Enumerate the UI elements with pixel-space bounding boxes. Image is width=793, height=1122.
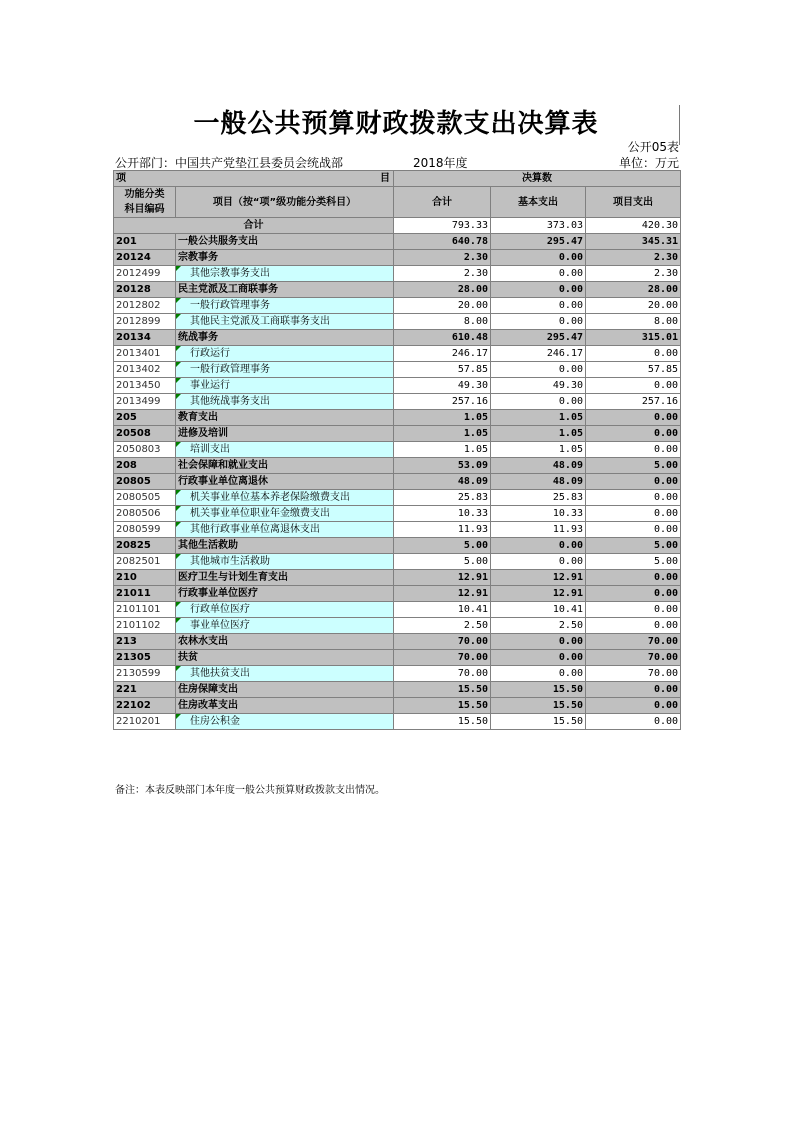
row-name: 农林水支出 [176, 634, 394, 650]
table-row [114, 714, 681, 730]
row-project: 70.00 [586, 666, 681, 682]
row-project: 70.00 [586, 650, 681, 666]
row-code: 22102 [114, 698, 176, 714]
row-total: 25.83 [394, 490, 491, 506]
row-total: 2.30 [394, 250, 491, 266]
row-name: 医疗卫生与计划生育支出 [176, 570, 394, 586]
row-code: 2012899 [114, 314, 176, 330]
row-project: 0.00 [586, 346, 681, 362]
row-basic: 0.00 [491, 634, 586, 650]
row-project: 345.31 [586, 234, 681, 250]
row-name: 行政运行 [176, 346, 394, 362]
row-basic: 15.50 [491, 698, 586, 714]
table-row [114, 394, 681, 410]
total-amount: 793.33 [394, 218, 491, 234]
header-project-col: 项目支出 [586, 187, 681, 218]
table-row [114, 602, 681, 618]
row-name: 其他民主党派及工商联事务支出 [176, 314, 394, 330]
row-name: 其他城市生活救助 [176, 554, 394, 570]
row-project: 0.00 [586, 586, 681, 602]
row-basic: 0.00 [491, 266, 586, 282]
row-basic: 0.00 [491, 554, 586, 570]
row-total: 15.50 [394, 682, 491, 698]
row-code: 208 [114, 458, 176, 474]
row-code: 2080599 [114, 522, 176, 538]
row-basic: 0.00 [491, 314, 586, 330]
row-total: 1.05 [394, 442, 491, 458]
row-total: 5.00 [394, 538, 491, 554]
row-total: 11.93 [394, 522, 491, 538]
row-name: 培训支出 [176, 442, 394, 458]
row-project: 2.30 [586, 266, 681, 282]
header-mu: 目 [380, 173, 390, 184]
row-total: 48.09 [394, 474, 491, 490]
row-basic: 0.00 [491, 282, 586, 298]
row-total: 246.17 [394, 346, 491, 362]
row-project: 0.00 [586, 426, 681, 442]
row-total: 15.50 [394, 698, 491, 714]
row-code: 2013499 [114, 394, 176, 410]
row-total: 257.16 [394, 394, 491, 410]
row-project: 257.16 [586, 394, 681, 410]
row-total: 15.50 [394, 714, 491, 730]
row-name: 教育支出 [176, 410, 394, 426]
row-code: 2101102 [114, 618, 176, 634]
sheet-edge-line [679, 105, 680, 145]
row-code: 2013402 [114, 362, 176, 378]
row-code: 205 [114, 410, 176, 426]
row-project: 57.85 [586, 362, 681, 378]
row-name: 住房公积金 [176, 714, 394, 730]
row-basic: 1.05 [491, 410, 586, 426]
row-project: 0.00 [586, 490, 681, 506]
row-project: 5.00 [586, 458, 681, 474]
row-basic: 15.50 [491, 682, 586, 698]
row-total: 28.00 [394, 282, 491, 298]
header-xiang: 项 [116, 173, 126, 184]
row-name: 其他行政事业单位离退休支出 [176, 522, 394, 538]
row-code: 2130599 [114, 666, 176, 682]
table-row [114, 282, 681, 298]
table-row [114, 666, 681, 682]
unit-label: 单位：万元 [618, 156, 679, 170]
row-total: 12.91 [394, 586, 491, 602]
row-total: 1.05 [394, 426, 491, 442]
row-code: 2013450 [114, 378, 176, 394]
row-project: 0.00 [586, 522, 681, 538]
department-label: 公开部门：中国共产党垫江县委员会统战部 [115, 156, 344, 170]
row-project: 28.00 [586, 282, 681, 298]
row-basic: 12.91 [491, 570, 586, 586]
row-project: 5.00 [586, 554, 681, 570]
row-project: 2.30 [586, 250, 681, 266]
row-basic: 0.00 [491, 666, 586, 682]
row-name: 机关事业单位基本养老保险缴费支出 [176, 490, 394, 506]
row-code: 20825 [114, 538, 176, 554]
row-project: 0.00 [586, 714, 681, 730]
row-code: 20805 [114, 474, 176, 490]
row-total: 8.00 [394, 314, 491, 330]
row-total: 57.85 [394, 362, 491, 378]
row-total: 49.30 [394, 378, 491, 394]
row-basic: 0.00 [491, 538, 586, 554]
row-code: 2080505 [114, 490, 176, 506]
header-code-line1: 功能分类 [124, 189, 165, 200]
table-row [114, 506, 681, 522]
row-code: 21305 [114, 650, 176, 666]
header-budget-group: 决算数 [394, 171, 681, 187]
table-row [114, 634, 681, 650]
table-row [114, 314, 681, 330]
row-name: 一般行政管理事务 [176, 298, 394, 314]
table-row [114, 266, 681, 282]
row-project: 0.00 [586, 682, 681, 698]
row-name: 统战事务 [176, 330, 394, 346]
header-xiang-mu [114, 171, 394, 187]
table-row [114, 410, 681, 426]
table-row [114, 474, 681, 490]
row-basic: 25.83 [491, 490, 586, 506]
row-basic: 0.00 [491, 250, 586, 266]
row-code: 210 [114, 570, 176, 586]
row-code: 21011 [114, 586, 176, 602]
header-basic-col: 基本支出 [491, 187, 586, 218]
row-project: 8.00 [586, 314, 681, 330]
header-row-1 [114, 171, 681, 187]
row-basic: 49.30 [491, 378, 586, 394]
table-row [114, 554, 681, 570]
row-total: 610.48 [394, 330, 491, 346]
row-project: 315.01 [586, 330, 681, 346]
row-code: 2013401 [114, 346, 176, 362]
table-row [114, 682, 681, 698]
header-name-col: 项目（按“项”级功能分类科目） [176, 187, 394, 218]
row-code: 2012499 [114, 266, 176, 282]
row-total: 5.00 [394, 554, 491, 570]
form-number: 公开05表 [627, 140, 679, 154]
table-row [114, 250, 681, 266]
row-code: 2210201 [114, 714, 176, 730]
row-name: 一般行政管理事务 [176, 362, 394, 378]
row-project: 0.00 [586, 442, 681, 458]
row-basic: 1.05 [491, 426, 586, 442]
row-basic: 0.00 [491, 362, 586, 378]
row-project: 0.00 [586, 506, 681, 522]
row-project: 70.00 [586, 634, 681, 650]
table-row [114, 618, 681, 634]
header-code-line2: 科目编码 [124, 204, 165, 215]
table-row [114, 522, 681, 538]
row-basic: 12.91 [491, 586, 586, 602]
row-name: 其他统战事务支出 [176, 394, 394, 410]
row-project: 0.00 [586, 474, 681, 490]
row-total: 640.78 [394, 234, 491, 250]
row-name: 其他生活救助 [176, 538, 394, 554]
row-total: 10.33 [394, 506, 491, 522]
row-total: 53.09 [394, 458, 491, 474]
row-total: 70.00 [394, 650, 491, 666]
row-basic: 0.00 [491, 394, 586, 410]
row-name: 行政事业单位离退休 [176, 474, 394, 490]
row-name: 机关事业单位职业年金缴费支出 [176, 506, 394, 522]
row-project: 0.00 [586, 410, 681, 426]
row-name: 行政事业单位医疗 [176, 586, 394, 602]
table-row [114, 362, 681, 378]
row-total: 10.41 [394, 602, 491, 618]
row-name: 宗教事务 [176, 250, 394, 266]
footnote: 备注：本表反映部门本年度一般公共预算财政拨款支出情况。 [115, 785, 385, 796]
expenditure-table [113, 170, 681, 730]
row-basic: 0.00 [491, 650, 586, 666]
row-name: 社会保障和就业支出 [176, 458, 394, 474]
table-row [114, 234, 681, 250]
row-project: 5.00 [586, 538, 681, 554]
table-row [114, 698, 681, 714]
row-code: 2080506 [114, 506, 176, 522]
table-row [114, 570, 681, 586]
row-basic: 0.00 [491, 298, 586, 314]
row-total: 2.30 [394, 266, 491, 282]
row-name: 行政单位医疗 [176, 602, 394, 618]
row-basic: 48.09 [491, 458, 586, 474]
row-project: 0.00 [586, 698, 681, 714]
row-name: 扶贫 [176, 650, 394, 666]
row-basic: 48.09 [491, 474, 586, 490]
table-row [114, 586, 681, 602]
row-project: 0.00 [586, 378, 681, 394]
row-name: 事业单位医疗 [176, 618, 394, 634]
table-row [114, 490, 681, 506]
total-basic: 373.03 [491, 218, 586, 234]
row-basic: 295.47 [491, 330, 586, 346]
row-project: 20.00 [586, 298, 681, 314]
total-label: 合计 [114, 218, 394, 234]
row-total: 70.00 [394, 666, 491, 682]
row-total: 20.00 [394, 298, 491, 314]
row-basic: 10.33 [491, 506, 586, 522]
row-basic: 10.41 [491, 602, 586, 618]
row-code: 20508 [114, 426, 176, 442]
row-code: 2050803 [114, 442, 176, 458]
row-basic: 11.93 [491, 522, 586, 538]
row-basic: 246.17 [491, 346, 586, 362]
row-total: 2.50 [394, 618, 491, 634]
row-name: 事业运行 [176, 378, 394, 394]
row-project: 0.00 [586, 570, 681, 586]
row-name: 其他宗教事务支出 [176, 266, 394, 282]
total-project: 420.30 [586, 218, 681, 234]
row-project: 0.00 [586, 602, 681, 618]
table-row [114, 330, 681, 346]
row-basic: 15.50 [491, 714, 586, 730]
table-row [114, 650, 681, 666]
table-row [114, 538, 681, 554]
row-code: 20134 [114, 330, 176, 346]
header-code-col [114, 187, 176, 218]
total-row [114, 218, 681, 234]
row-code: 201 [114, 234, 176, 250]
row-name: 其他扶贫支出 [176, 666, 394, 682]
table-row [114, 378, 681, 394]
row-name: 住房保障支出 [176, 682, 394, 698]
header-row-2 [114, 187, 681, 218]
row-total: 70.00 [394, 634, 491, 650]
header-total-col: 合计 [394, 187, 491, 218]
table-row [114, 442, 681, 458]
fiscal-year: 2018年度 [413, 156, 468, 170]
row-code: 213 [114, 634, 176, 650]
row-total: 12.91 [394, 570, 491, 586]
table-row [114, 346, 681, 362]
table-row [114, 426, 681, 442]
row-project: 0.00 [586, 618, 681, 634]
row-code: 20124 [114, 250, 176, 266]
row-name: 一般公共服务支出 [176, 234, 394, 250]
row-name: 住房改革支出 [176, 698, 394, 714]
row-basic: 1.05 [491, 442, 586, 458]
row-name: 进修及培训 [176, 426, 394, 442]
page-title: 一般公共预算财政拨款支出决算表 [193, 109, 599, 139]
row-code: 2012802 [114, 298, 176, 314]
row-total: 1.05 [394, 410, 491, 426]
row-basic: 2.50 [491, 618, 586, 634]
table-row [114, 458, 681, 474]
table-row [114, 298, 681, 314]
row-code: 2101101 [114, 602, 176, 618]
row-code: 20128 [114, 282, 176, 298]
row-name: 民主党派及工商联事务 [176, 282, 394, 298]
row-code: 2082501 [114, 554, 176, 570]
row-basic: 295.47 [491, 234, 586, 250]
row-code: 221 [114, 682, 176, 698]
